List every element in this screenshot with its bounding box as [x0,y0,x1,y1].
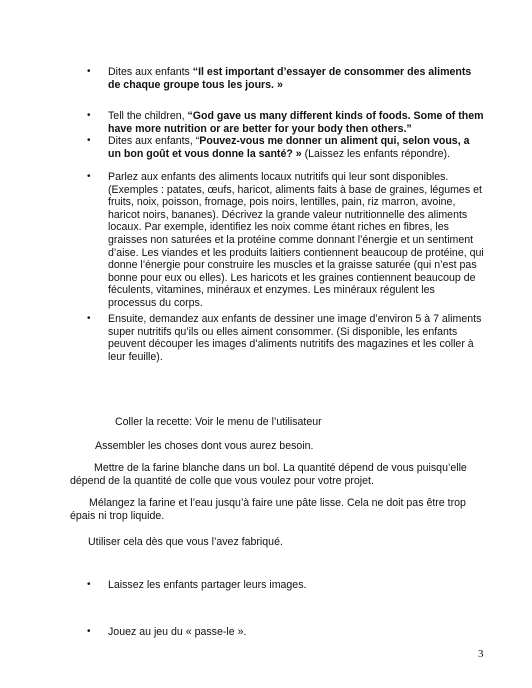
recipe-step-1: Assembler les choses dont vous aurez besoin. [95,440,314,452]
bullet-item-7 [88,626,484,639]
bullet-text: Dites aux enfants, “Pouvez-vous me donner un aliment qui, selon vous, a un bon goût et vous donne la santé? » (Laissez les enfants répondre). [108,135,470,160]
bullet-item-6 [88,579,484,592]
bullet-symbol: • [87,110,91,121]
bullet-symbol: • [87,626,91,637]
bullet-item-2 [88,110,484,135]
recipe-step-3: Mélangez la farine et l’eau jusqu’à faire une pâte lisse. Cela ne doit pas être trop épais ni trop liquide. [70,497,466,522]
bullet-symbol: • [87,66,91,77]
recipe-step-4: Utiliser cela dès que vous l’avez fabriqué. [88,536,283,548]
bullet-item-5 [88,313,484,363]
bullet-text: Jouez au jeu du « passe-le ». [108,626,247,638]
page-number: 3 [478,648,484,660]
bullet-text: Dites aux enfants “Il est important d’essayer de consommer des aliments de chaque groupe tous les jours. » [108,66,472,91]
bullet-text: Parlez aux enfants des aliments locaux nutritifs qui leur sont disponibles. (Exemples : patates, œufs, haricot, aliments faits à base de graines, légumes et fruits, noix, poisson, fromage, pois noirs, lentilles, pain, riz marron, avoine, haricot noirs, bananes). Décrivez la grande valeur nutritionnelle des aliments locaux. Par exemple, identifiez les noix comme étant riches en fibres, les graisses non saturées et la protéine comme donnant l’énergie et un sentiment d’aise. Les viandes et les produits laitiers contiennent beaucoup de protéine, qui donne l’énergie pour construire les muscles et la graisse saturée (qui n’est pas bonne pour eux ou elles). Les haricots et les graines contiennent beaucoup de féculents, vitamines, minéraux et enzymes. Les minéraux régulent les processus du corps. [108,171,484,309]
bullet-item-1 [88,66,484,91]
recipe-title: Coller la recette: Voir le menu de l’utilisateur [115,416,322,428]
bullet-item-4 [88,171,484,310]
bullet-symbol: • [87,171,91,182]
bullet-symbol: • [87,135,91,146]
recipe-step-2: Mettre de la farine blanche dans un bol. La quantité dépend de vous puisqu’elle dépend de la quantité de colle que vous voulez pour votre projet. [70,462,467,487]
bullet-text: Laissez les enfants partager leurs images. [108,579,307,591]
bullet-text: Ensuite, demandez aux enfants de dessiner une image d’environ 5 à 7 aliments super nutritifs qu’ils ou elles aiment consommer. (Si disponible, les enfants peuvent découper les images d’aliments nutritifs des magazines et les coller à leur feuille). [108,313,482,363]
bullet-symbol: • [87,579,91,590]
bullet-item-3 [88,135,484,160]
bullet-symbol: • [87,313,91,324]
bullet-text: Tell the children, “God gave us many different kinds of foods. Some of them have more nutrition or are better for your body then others.” [108,110,484,135]
